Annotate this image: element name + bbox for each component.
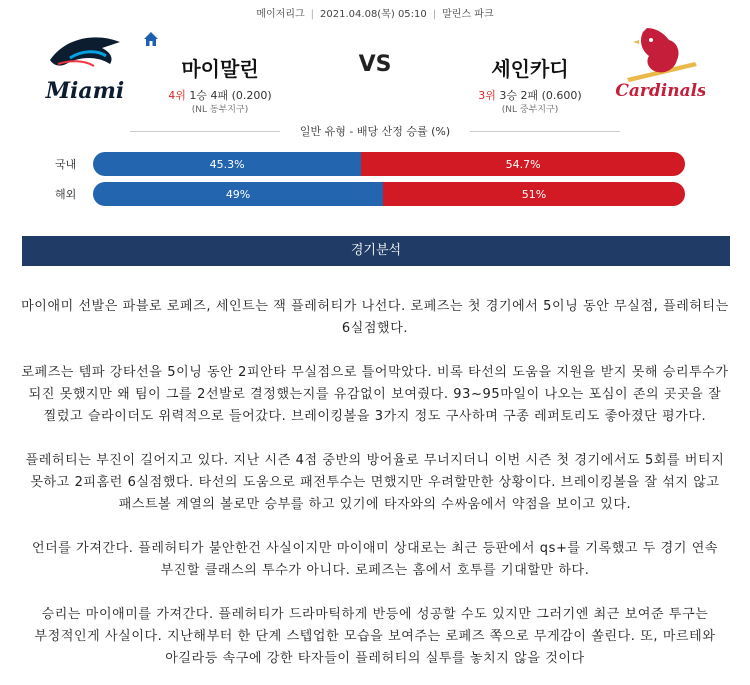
home-team-name: 마이말린 (181, 57, 259, 81)
odds-row-label: 국내 (55, 158, 77, 171)
odds-row-domestic (55, 152, 690, 176)
analysis-paragraph: 승리는 마이애미를 가져간다. 플레허티가 드라마틱하게 반등에 성공할 수도 있지만 그러기엔 최근 보여준 투구는 부정적인게 사실이다. 지난해부터 한 단계 스텝업한 모습을 보여주는 로페즈 쪽으로 무게감이 쏠린다. 또, 마르테와 아길라등 속구에 강한 타자들이 플레허티의 실투를 놓치지 않을 것이다 (34, 607, 716, 666)
away-odds-bar: 54.7% (361, 152, 685, 176)
away-team-name: 세인카디 (491, 57, 569, 81)
analysis-paragraph: 로페즈는 템파 강타선을 5이닝 동안 2피안타 무실점으로 틀어막았다. 비록 타선의 도움을 지원을 받지 못해 승리투수가 되진 못했지만 왜 팀이 그를 2선발로 결정했는지를 유감없이 보여줬다. 93~95마일이 나오는 포심이 존의 곳곳을 잘 찔렀고 슬라이더도 위력적으로 들어갔다. 브레이킹볼을 3가지 정도 구사하며 구종 레퍼토리도 좋아졌단 평가다. (21, 365, 729, 424)
match-meta (0, 5, 750, 20)
home-team-division: (NL 동부지구) (191, 105, 249, 115)
separator: | (432, 9, 437, 20)
analysis-paragraph: 언더를 가져간다. 플레허티가 불안한건 사실이지만 마이애미 상대로는 최근 등판에서 qs+를 기록했고 두 경기 연속 부진할 클래스의 투수가 아니다. 로페즈는 홈에서 호투를 기대할만 하다. (31, 541, 719, 578)
home-team-rank: 4위 (168, 89, 186, 102)
home-team-winloss: 1승 4패 (0.200) (189, 89, 272, 102)
away-odds-bar: 51% (383, 182, 685, 206)
home-team-record (140, 87, 300, 103)
home-icon[interactable] (142, 30, 160, 48)
stats-header (130, 123, 620, 139)
home-odds-bar: 49% (93, 182, 383, 206)
league-label: 메이저리그 (256, 9, 305, 20)
stats-title: 일반 유형 - 배당 산정 승률 (%) (280, 123, 470, 139)
home-logo-wordmark: Miami (45, 78, 125, 104)
analysis-paragraph: 마이애미 선발은 파블로 로페즈, 세인트는 잭 플레허티가 나선다. 로페즈는 첫 경기에서 5이닝 동안 무실점, 플레허티는 6실점했다. (21, 299, 729, 336)
odds-row-overseas (55, 182, 690, 206)
odds-bar (93, 152, 685, 176)
away-logo-wordmark: Cardinals (615, 81, 705, 101)
away-team-record (450, 87, 610, 103)
odds-row-label: 해외 (55, 188, 77, 201)
home-odds-bar: 45.3% (93, 152, 361, 176)
vs-label: VS (358, 52, 392, 77)
away-team-winloss: 3승 2패 (0.600) (499, 89, 582, 102)
match-datetime: 2021.04.08(목) 05:10 (320, 9, 427, 20)
away-team-division: (NL 중부지구) (501, 105, 559, 115)
analysis-body (12, 296, 738, 685)
away-team-logo (615, 20, 705, 110)
odds-bar (93, 182, 685, 206)
analysis-paragraph: 플레허티는 부진이 길어지고 있다. 지난 시즌 4점 중반의 방어율로 무너지더니 이번 시즌 첫 경기에서도 5회를 버티지 못하고 2피홈런 6실점했다. 타선의 도움으로 패전투수는 면했지만 우려할만한 상황이다. 브레이킹볼을 잘 섞지 않고 패스트볼 계열의 볼로만 승부를 하고 있기에 타자와의 수싸움에서 약점을 보이고 있다. (25, 453, 725, 512)
separator: | (310, 9, 315, 20)
match-venue: 말린스 파크 (442, 9, 494, 20)
analysis-section-header: 경기분석 (22, 236, 730, 266)
away-team-rank: 3위 (478, 89, 496, 102)
